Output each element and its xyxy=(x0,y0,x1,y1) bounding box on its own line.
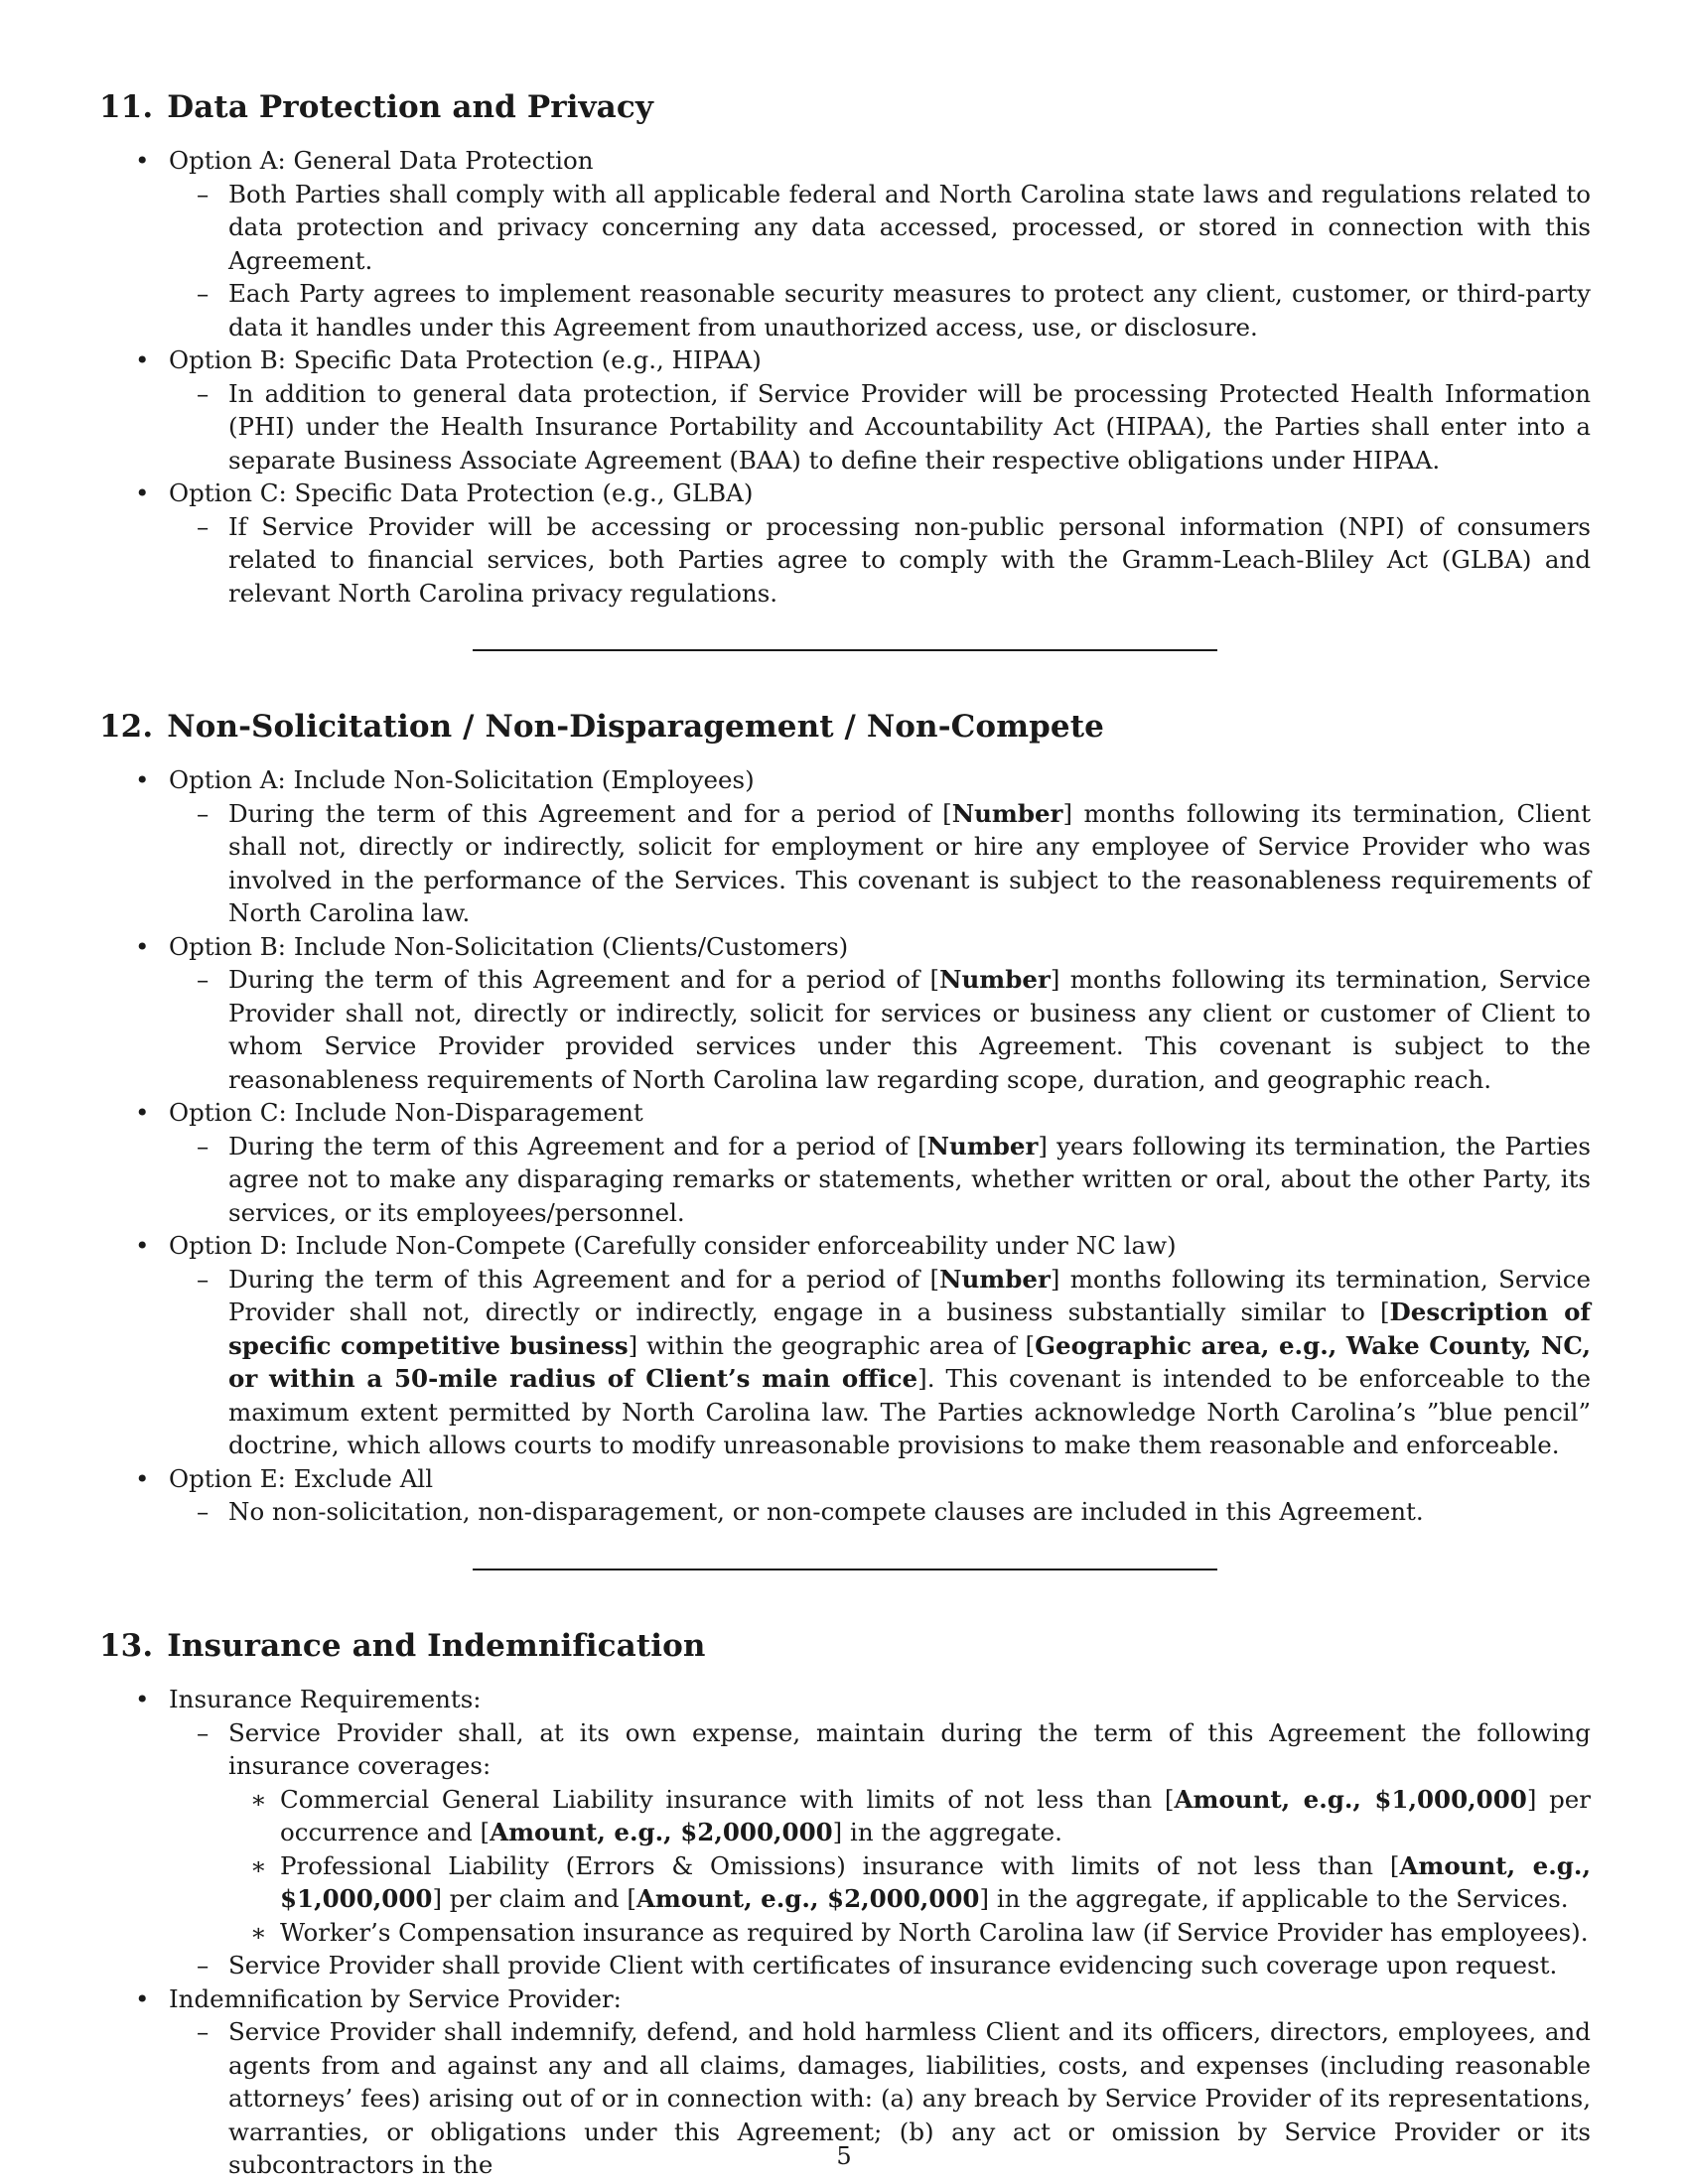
option-label: • Option A: Include Non-Solicitation (Employees) xyxy=(99,763,1591,797)
option-label: • Indemnification by Service Provider: xyxy=(99,1982,1591,2016)
section-divider xyxy=(473,1569,1217,1570)
option-label: • Option B: Include Non-Solicitation (Clients/Customers) xyxy=(99,930,1591,964)
section-11-list xyxy=(99,144,1591,610)
placeholder-field: Number xyxy=(926,1131,1039,1160)
option-label: • Option C: Include Non-Disparagement xyxy=(99,1096,1591,1130)
section-11-heading xyxy=(99,89,1591,126)
placeholder-field: Number xyxy=(939,965,1051,995)
placeholder-field: Number xyxy=(939,1264,1051,1294)
clause-text: – No non-solicitation, non-disparagement, or non-compete clauses are included in this Agreement. xyxy=(99,1495,1591,1529)
option-label: • Option B: Specific Data Protection (e.g., HIPAA) xyxy=(99,343,1591,377)
section-number: 13. xyxy=(99,1627,154,1664)
document-page xyxy=(99,89,1591,2182)
section-title: Data Protection and Privacy xyxy=(167,89,653,125)
clause-text: – In addition to general data protection, if Service Provider will be processing Protected Health Information (PHI) under the Health Insurance Portability and Accountability Act (HIPAA), the Parties shall enter into a separate Business Associate Agreement (BAA) to define their respective obligations under HIPAA. xyxy=(99,377,1591,478)
clause-text: – During the term of this Agreement and for a period of [Number] months following its termination, Client shall not, directly or indirectly, solicit for employment or hire any employee of Service Provider who was involved in the performance of the Services. This covenant is subject to the reasonableness requirements of North Carolina law. xyxy=(99,797,1591,930)
clause-text: – Service Provider shall, at its own expense, maintain during the term of this Agreement the following insurance coverages: xyxy=(99,1716,1591,1783)
placeholder-field: Amount, e.g., $1,000,000 xyxy=(1174,1784,1527,1814)
section-number: 11. xyxy=(99,89,154,125)
section-number: 12. xyxy=(99,709,154,746)
clause-text: – Each Party agrees to implement reasonable security measures to protect any client, customer, or third-party data it handles under this Agreement from unauthorized access, use, or disclosure. xyxy=(99,277,1591,343)
page-number: 5 xyxy=(836,2142,852,2170)
placeholder-field: Number xyxy=(951,798,1063,828)
section-title: Non-Solicitation / Non-Disparagement / Non-Compete xyxy=(167,709,1104,746)
clause-text: – During the term of this Agreement and for a period of [Number] years following its termination, the Parties agree not to make any disparaging remarks or statements, whether written or oral, about the other Party, its services, or its employees/personnel. xyxy=(99,1130,1591,1230)
placeholder-field: Amount, e.g., $1,000,000 xyxy=(280,1850,1591,1914)
option-label: • Option A: General Data Protection xyxy=(99,144,1591,178)
clause-text: – During the term of this Agreement and for a period of [Number] months following its termination, Service Provider shall not, directly or indirectly, engage in a business substantially similar to [Description of specific competitive business] within the geographic area of [Geographic area, e.g., Wake County, NC, or within a 50-mile radius of Client’s main office]. This covenant is intended to be enforceable to the maximum extent permitted by North Carolina law. The Parties acknowledge North Carolina’s ”blue pencil” doctrine, which allows courts to modify unreasonable provisions to make them reasonable and enforceable. xyxy=(99,1263,1591,1462)
placeholder-field: Geographic area, e.g., Wake County, NC, or within a 50-mile radius of Client’s main office xyxy=(228,1330,1592,1394)
option-label: • Option D: Include Non-Compete (Carefully consider enforceability under NC law) xyxy=(99,1229,1591,1263)
sub-clause-text: ∗ Worker’s Compensation insurance as required by North Carolina law (if Service Provider has employees). xyxy=(99,1916,1591,1950)
sub-clause-text: ∗ Professional Liability (Errors & Omissions) insurance with limits of not less than [Amount, e.g., $1,000,000] per claim and [Amount, e.g., $2,000,000] in the aggregate, if applicable to the Services. xyxy=(99,1849,1591,1916)
section-13-heading xyxy=(99,1628,1591,1665)
option-label: • Insurance Requirements: xyxy=(99,1683,1591,1716)
option-label: • Option E: Exclude All xyxy=(99,1462,1591,1496)
section-divider xyxy=(473,649,1217,651)
clause-text: – Service Provider shall indemnify, defend, and hold harmless Client and its officers, directors, employees, and agents from and against any and all claims, damages, liabilities, costs, and expenses (including reasonable attorneys’ fees) arising out of or in connection with: (a) any breach by Service Provider of its representations, warranties, or obligations under this Agreement; (b) any act or omission by Service Provider or its subcontractors in the xyxy=(99,2015,1591,2182)
section-12-list xyxy=(99,763,1591,1529)
clause-text: – During the term of this Agreement and for a period of [Number] months following its termination, Service Provider shall not, directly or indirectly, solicit for services or business any client or customer of Client to whom Service Provider provided services under this Agreement. This covenant is subject to the reasonableness requirements of North Carolina law regarding scope, duration, and geographic reach. xyxy=(99,963,1591,1096)
section-13-list xyxy=(99,1683,1591,2182)
clause-text: – If Service Provider will be accessing or processing non-public personal information (NPI) of consumers related to financial services, both Parties agree to comply with the Gramm-Leach-Bliley Act (GLBA) and relevant North Carolina privacy regulations. xyxy=(99,510,1591,611)
placeholder-field: Amount, e.g., $2,000,000 xyxy=(490,1818,833,1847)
placeholder-field: Description of specific competitive business xyxy=(228,1297,1591,1360)
placeholder-field: Amount, e.g., $2,000,000 xyxy=(635,1884,980,1914)
clause-text: – Both Parties shall comply with all applicable federal and North Carolina state laws and regulations related to data protection and privacy concerning any data accessed, processed, or stored in connection with this Agreement. xyxy=(99,178,1591,278)
section-title: Insurance and Indemnification xyxy=(167,1627,706,1664)
sub-clause-text: ∗ Commercial General Liability insurance with limits of not less than [Amount, e.g., $1,000,000] per occurrence and [Amount, e.g., $2,000,000] in the aggregate. xyxy=(99,1783,1591,1849)
section-12-heading xyxy=(99,709,1591,746)
option-label: • Option C: Specific Data Protection (e.g., GLBA) xyxy=(99,477,1591,510)
clause-text: – Service Provider shall provide Client with certificates of insurance evidencing such coverage upon request. xyxy=(99,1949,1591,1982)
